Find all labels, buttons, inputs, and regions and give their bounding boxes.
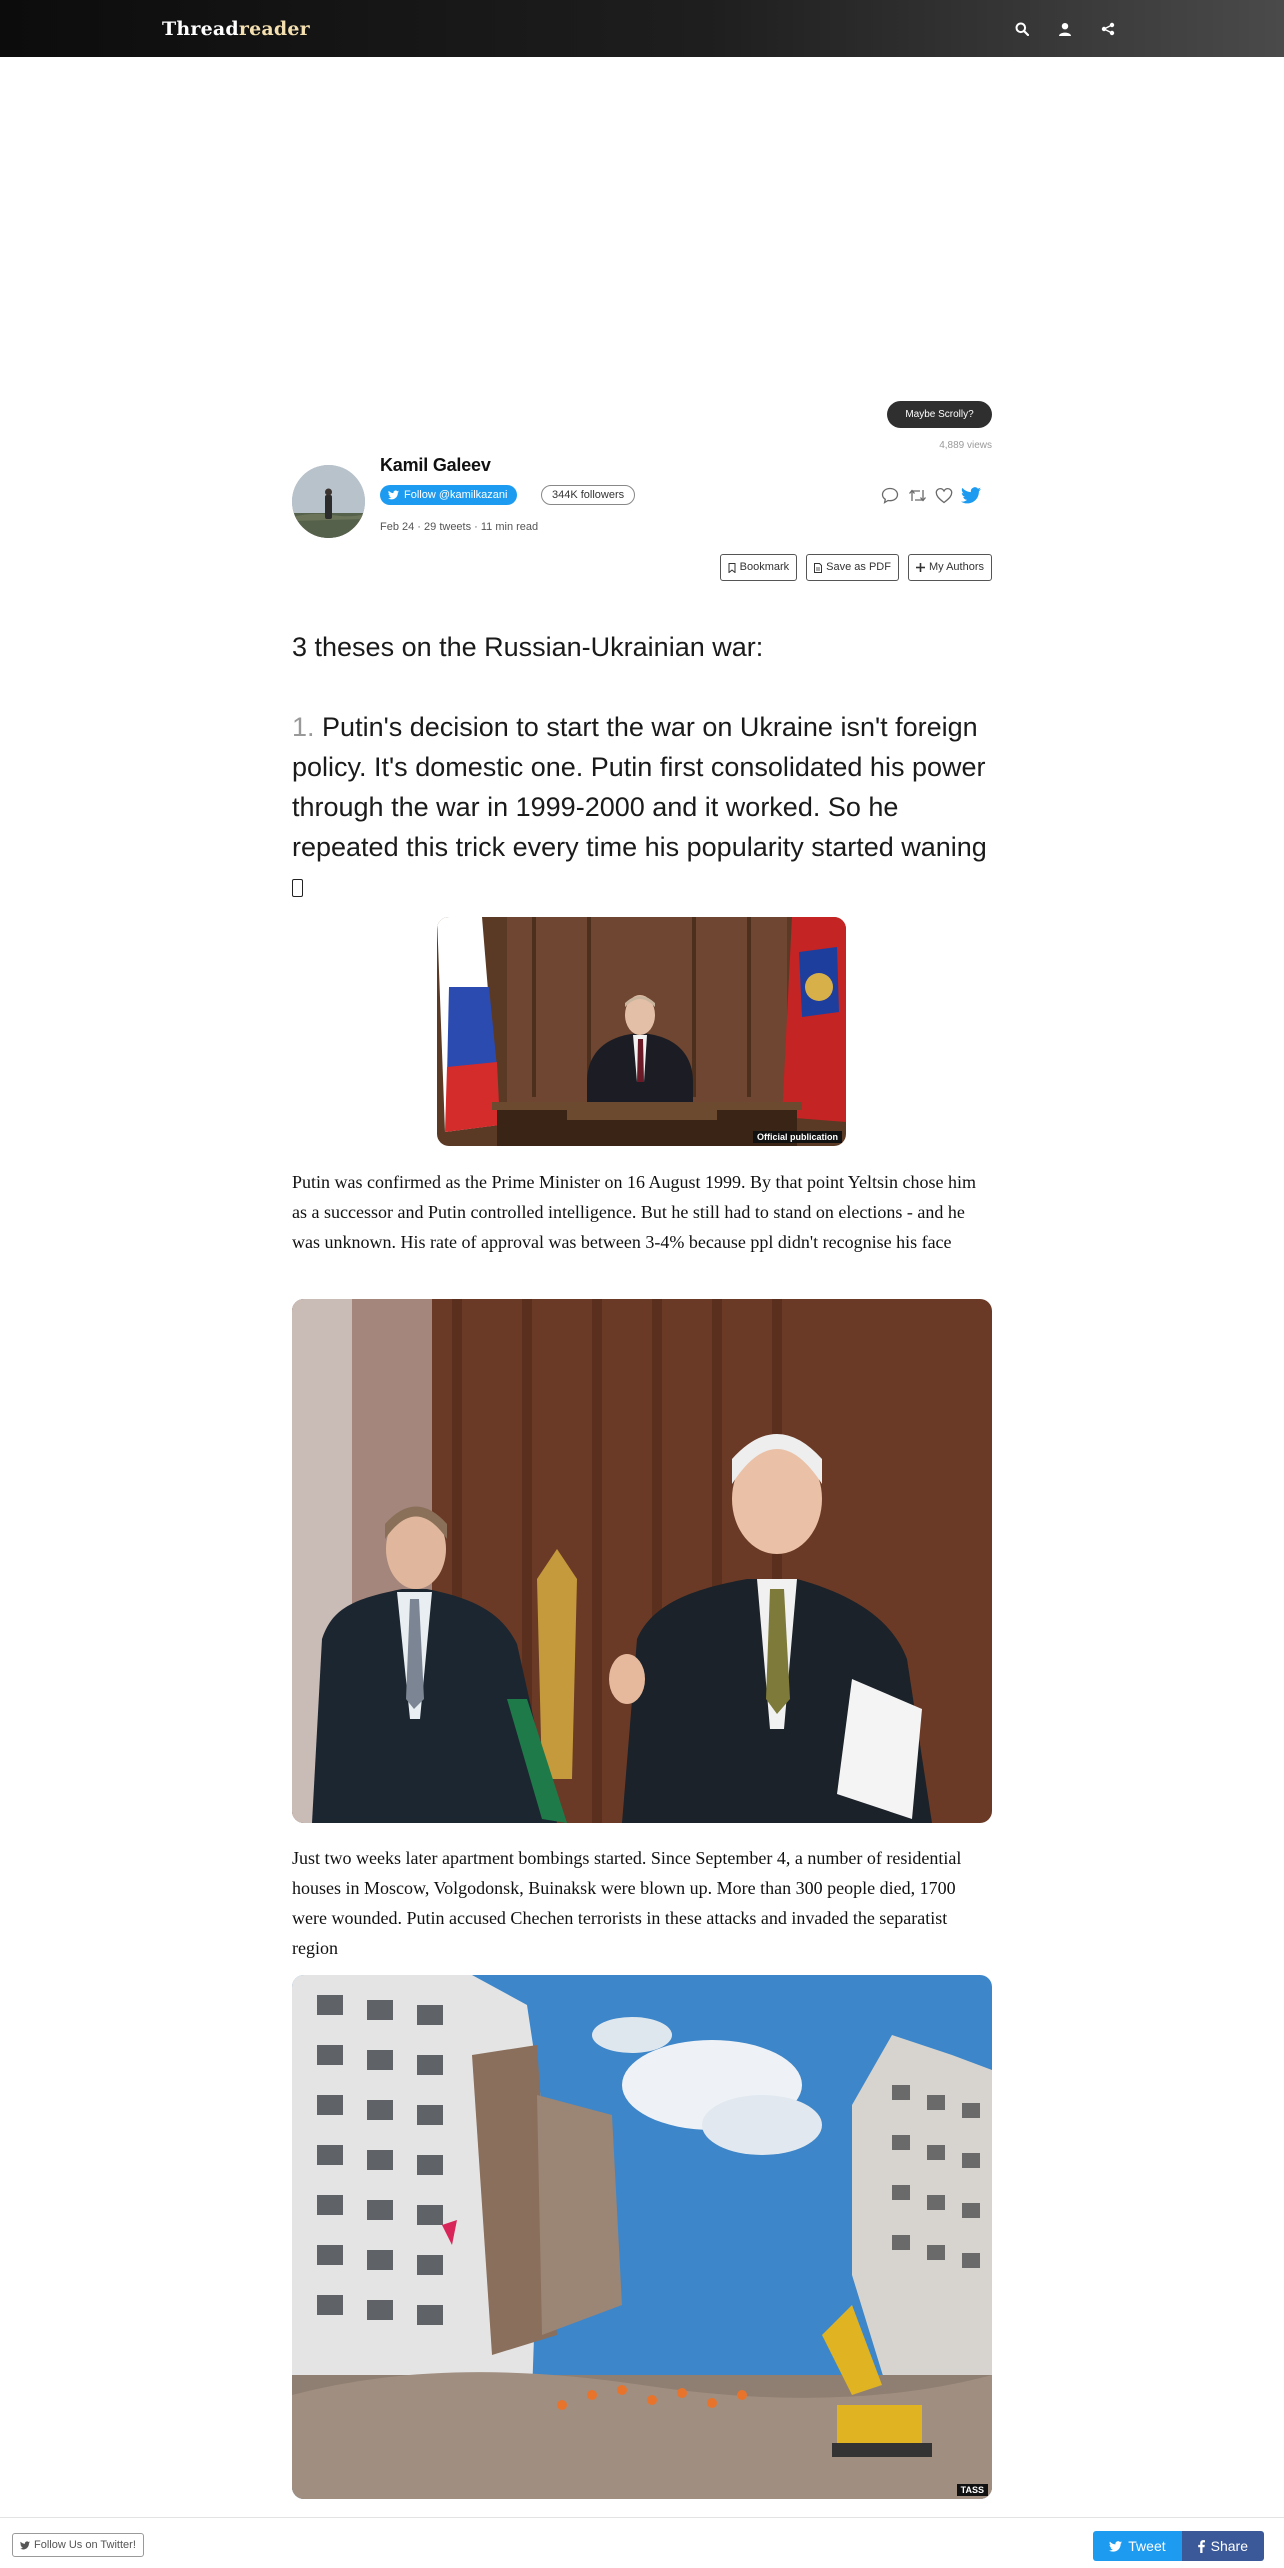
image-source-tag: TASS <box>957 2484 988 2496</box>
thread-intro: 3 theses on the Russian-Ukrainian war: <box>292 632 764 662</box>
ad-space <box>0 57 1284 387</box>
tweet-1 <box>292 707 992 907</box>
facebook-share-button[interactable] <box>1182 2531 1264 2561</box>
followers-badge: 344K followers <box>541 485 635 505</box>
image-source-tag: Official publication <box>753 1131 842 1143</box>
bookmark-icon <box>728 563 736 573</box>
pdf-file-icon <box>814 563 822 573</box>
view-count: 4,889 views <box>939 440 992 451</box>
my-authors-label: My Authors <box>928 561 984 573</box>
follow-label: Follow @kamilkazani <box>404 489 508 501</box>
share-icon[interactable] <box>1095 16 1121 42</box>
plus-icon <box>916 563 925 572</box>
tweet-actions <box>880 485 981 505</box>
follow-us-twitter-button[interactable] <box>12 2533 144 2557</box>
tweet-number: 1. <box>292 712 315 742</box>
author-name[interactable]: Kamil Galeev <box>380 455 491 475</box>
twitter-bird-icon <box>20 2541 30 2550</box>
tweet-1-image[interactable] <box>437 917 846 1146</box>
my-authors-button[interactable] <box>908 554 992 581</box>
user-icon[interactable] <box>1052 16 1078 42</box>
avatar[interactable] <box>292 465 365 538</box>
top-navbar <box>0 0 1284 57</box>
save-pdf-button[interactable] <box>806 554 899 581</box>
save-pdf-label: Save as PDF <box>826 561 891 573</box>
twitter-bird-icon <box>1109 2541 1122 2552</box>
bookmark-button[interactable] <box>720 554 798 581</box>
emoji-placeholder-icon <box>292 879 303 897</box>
share-buttons <box>1093 2531 1264 2561</box>
thread-meta: Feb 24 · 29 tweets · 11 min read <box>380 521 539 533</box>
maybe-scrolly-button[interactable]: Maybe Scrolly? <box>887 401 992 428</box>
thread-tools <box>720 554 992 581</box>
reply-icon[interactable] <box>880 485 900 505</box>
share-label: Share <box>1210 2538 1248 2554</box>
twitter-bird-icon <box>388 490 399 500</box>
retweet-icon[interactable] <box>907 485 927 505</box>
search-icon[interactable] <box>1009 16 1035 42</box>
brand-reader: reader <box>238 18 310 40</box>
tweet-3-image[interactable] <box>292 1975 992 2499</box>
tweet-3-text: Just two weeks later apartment bombings started. Since September 4, a number of residential houses in Moscow, Volgodonsk, Buinaksk were blown up. More than 300 people died, 1700 were wounded. Putin accused Chechen terrorists in these attacks and invaded the separatist region <box>292 1848 962 1958</box>
tweet-label: Tweet <box>1128 2538 1166 2554</box>
like-icon[interactable] <box>934 485 954 505</box>
follow-button[interactable] <box>380 485 517 505</box>
site-logo[interactable] <box>162 16 310 42</box>
follow-us-label: Follow Us on Twitter! <box>34 2539 136 2551</box>
tweet-2-image[interactable] <box>292 1299 992 1823</box>
twitter-icon[interactable] <box>961 485 981 505</box>
brand-thread: Thread <box>162 18 239 40</box>
tweet-button[interactable] <box>1093 2531 1181 2561</box>
bottom-share-bar <box>0 2517 1284 2568</box>
tweet-2-text: Putin was confirmed as the Prime Minister on 16 August 1999. By that point Yeltsin chose him as a successor and Putin controlled intelligence. But he still had to stand on elections - and he was unknown. His rate of approval was between 3-4% because ppl didn't recognise his face <box>292 1172 976 1252</box>
bookmark-label: Bookmark <box>739 561 790 573</box>
facebook-icon <box>1198 2540 1205 2553</box>
tweet-1-text: Putin's decision to start the war on Ukraine isn't foreign policy. It's domestic one. Putin first consolidated his power through the war in 1999-2000 and it worked. So he repeated this trick every time his popularity started waning <box>292 712 987 862</box>
